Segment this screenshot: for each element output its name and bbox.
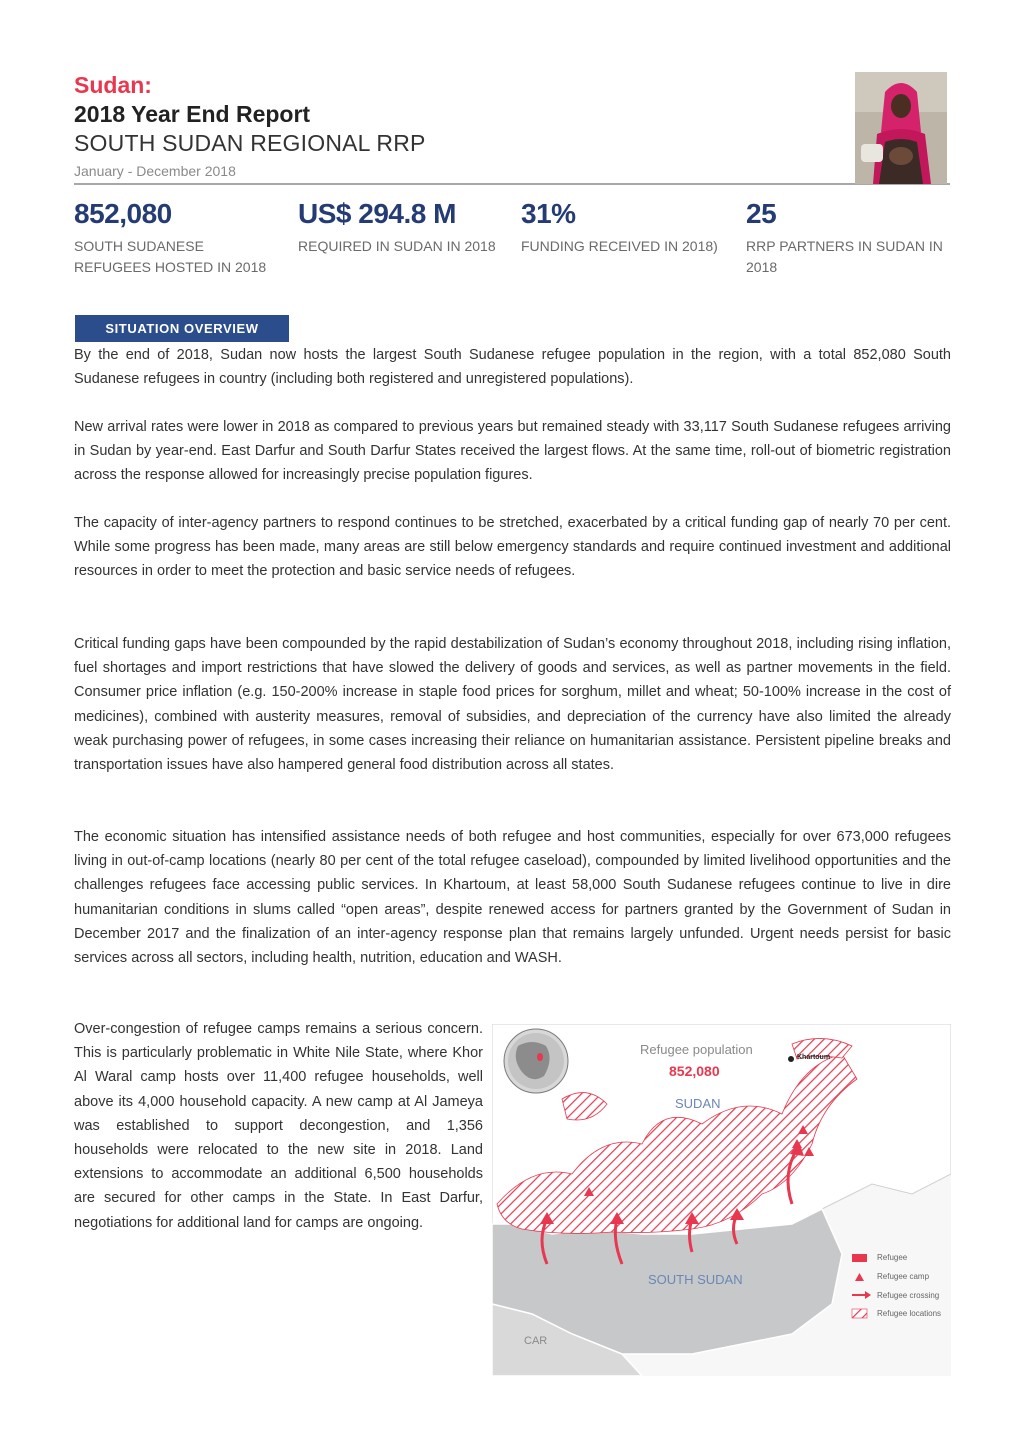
map-city-khartoum: Khartoum bbox=[797, 1054, 831, 1061]
header-divider bbox=[74, 183, 950, 185]
section-tag-situation-overview: SITUATION OVERVIEW bbox=[75, 315, 289, 342]
kpi-label: RRP PARTNERS IN SUDAN IN 2018 bbox=[746, 238, 943, 275]
paragraph-1: By the end of 2018, Sudan now hosts the largest South Sudanese refugee population in the region, with a total 852,080 South Sudanese refugees in country (including both registered and unregistered populations). bbox=[74, 347, 951, 388]
legend-refugee-camp: Refugee camp bbox=[877, 1272, 930, 1281]
paragraph-4: Critical funding gaps have been compounded by the rapid destabilization of Sudan’s economy throughout 2018, including rising inflation, fuel shortages and import restrictions that have slowed the delivery of goods and services, as well as partner movements in the field. Consumer price inflation (e.g. 150-200% increase in staple food prices for sorghum, millet and wheat; 50-100% increase in the cost of medicines), combined with austerity measures, removal of subsidies, and depreciation of the currency have also limited the already weak purchasing power of refugees, in some cases increasing their reliance on humanitarian assistance. Persistent pipeline breaks and transportation issues have also hampered general food distribution across all states. bbox=[74, 636, 951, 774]
kpi-label: SOUTH SUDANESE REFUGEES HOSTED IN 2018 bbox=[74, 238, 267, 275]
refugee-map bbox=[492, 1024, 951, 1376]
paragraph-2: New arrival rates were lower in 2018 as compared to previous years but remained steady with 33,117 South Sudanese refugees arriving in Sudan by year-end. East Darfur and South Darfur States received the largest flows. At the same time, roll-out of biometric registration across the response allowed for increasingly precise population figures. bbox=[74, 419, 951, 484]
kpi-funding-required bbox=[298, 198, 503, 257]
kpi-value: 25 bbox=[746, 198, 777, 229]
cover-photo-illustration bbox=[855, 72, 947, 184]
paragraph-5: The economic situation has intensified assistance needs of both refugee and host communities, especially for over 673,000 refugees living in out-of-camp locations (nearly 80 per cent of the total refugee caseload), compounded by limited livelihood opportunities and the challenges refugees face accessing public services. In Khartoum, at least 58,000 South Sudanese refugees continue to live in dire humanitarian conditions in slums called “open areas”, despite renewed access for partners granted by the Government of Sudan in December 2017 and the finalization of an inter-agency response plan that remains largely unfunded. Urgent needs persist for basic services across all sectors, including health, nutrition, education and WASH. bbox=[74, 829, 951, 967]
country-heading: Sudan: bbox=[74, 72, 152, 98]
kpi-label: FUNDING RECEIVED IN 2018) bbox=[521, 238, 718, 254]
report-title: 2018 Year End Report bbox=[74, 101, 311, 127]
report-subtitle: SOUTH SUDAN REGIONAL RRP bbox=[74, 130, 426, 156]
report-period: January - December 2018 bbox=[74, 163, 236, 179]
map-country-sudan: SUDAN bbox=[675, 1096, 721, 1111]
kpi-value: 31% bbox=[521, 198, 576, 229]
legend-refugee: Refugee bbox=[877, 1253, 908, 1262]
kpi-refugees-hosted bbox=[74, 198, 279, 278]
kpi-rrp-partners bbox=[746, 198, 951, 278]
kpi-value: 852,080 bbox=[74, 198, 172, 229]
map-population-value: 852,080 bbox=[669, 1063, 720, 1079]
legend-refugee-locations: Refugee locations bbox=[877, 1309, 942, 1318]
paragraph-3: The capacity of inter-agency partners to respond continues to be stretched, exacerbated by a critical funding gap of nearly 70 per cent. While some progress has been made, many areas are still below emergency standards and require continued investment and additional resources in order to meet the protection and basic service needs of refugees. bbox=[74, 515, 951, 580]
paragraph-6: Over-congestion of refugee camps remains a serious concern. This is particularly problematic in White Nile State, where Khor Al Waral camp hosts over 11,400 refugee households, well above its 4,000 household capacity. A new camp at Al Jameya was established to support decongestion, and 1,356 households were relocated to the new site in 2018. Land extensions to accommodate an additional 6,500 households are secured for other camps in the State. In East Darfur, negotiations for additional land for camps are ongoing. bbox=[74, 1021, 483, 1231]
map-population-label: Refugee population bbox=[640, 1042, 753, 1057]
legend-refugee-crossing: Refugee crossing bbox=[877, 1291, 940, 1300]
map-graphic bbox=[492, 1024, 951, 1376]
kpi-funding-received bbox=[521, 198, 726, 257]
kpi-value: US$ 294.8 M bbox=[298, 198, 456, 229]
map-country-car: CAR bbox=[524, 1335, 548, 1347]
kpi-label: REQUIRED IN SUDAN IN 2018 bbox=[298, 238, 496, 254]
map-country-south-sudan: SOUTH SUDAN bbox=[648, 1272, 743, 1287]
cover-photo-thumbnail bbox=[855, 72, 947, 184]
